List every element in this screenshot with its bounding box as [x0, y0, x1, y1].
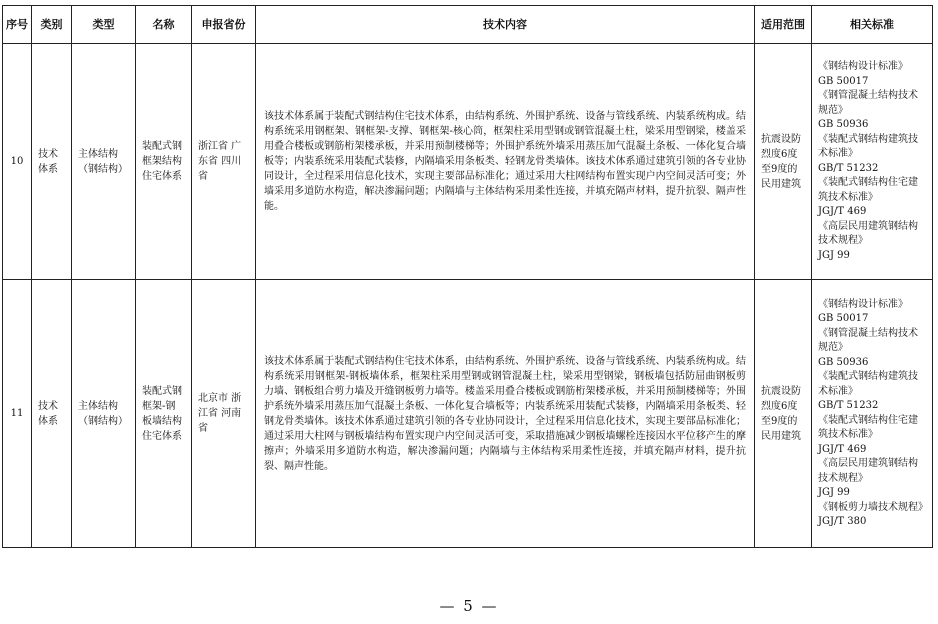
technology-table: [2, 5, 933, 548]
cell-scope: 抗震设防烈度6度至9度的民用建筑: [755, 44, 812, 280]
header-tech: 技术内容: [256, 6, 755, 44]
header-name: 名称: [136, 6, 192, 44]
cell-standards: [812, 44, 933, 280]
header-seq: 序号: [3, 6, 32, 44]
cell-name: 装配式钢框架结构住宅体系: [136, 44, 192, 280]
cell-tech: [256, 280, 755, 548]
table-row: [3, 44, 933, 280]
standards-text: 《钢结构设计标准》 GB 50017 《钢管混凝土结构技术规范》 GB 50936 《装配式钢结构建筑技术标准》 GB/T 51232 《装配式钢结构住宅建筑技术标准》 JGJ/T 469 《高层民用建筑钢结构技术规程》 JGJ 99: [818, 61, 918, 261]
table-row: [3, 280, 933, 548]
header-type: 类型: [72, 6, 136, 44]
cell-province: 北京市 浙江省 河南省: [192, 280, 256, 548]
header-category: 类别: [32, 6, 72, 44]
table-header-row: [3, 6, 933, 44]
tech-text: 该技术体系属于装配式钢结构住宅技术体系，由结构系统、外围护系统、设备与管线系统、内装系统构成。结构系统采用钢框架、钢框架-支撑、钢框架-核心筒，框架柱采用型钢或钢管混凝土柱，梁采用型钢梁，楼盖采用叠合楼板或钢筋桁架楼承板，并采用预制楼梯等；外围护系统外墙采用蒸压加气混凝土条板、一体化复合墙板等；内装系统采用装配式装修，内隔墙采用条板类、轻钢龙骨类墙体。该技术体系通过建筑引领的各专业协同设计，全过程采用信息化技术，实现主要部品标准化；通过采用大柱网结构布置实现户内空间灵活可变；外墙采用多道防水构造，解决渗漏问题；内隔墙与主体结构采用柔性连接，并填充隔声材料，提升抗裂、隔声性能。: [264, 111, 746, 212]
cell-name: 装配式钢框架-钢板墙结构住宅体系: [136, 280, 192, 548]
cell-tech: [256, 44, 755, 280]
header-scope: 适用范围: [755, 6, 812, 44]
cell-scope: 抗震设防烈度6度至9度的民用建筑: [755, 280, 812, 548]
tech-text: 该技术体系属于装配式钢结构住宅技术体系，由结构系统、外围护系统、设备与管线系统、内装系统构成。结构系统采用钢框架-钢板墙体系，框架柱采用型钢或钢管混凝土柱，梁采用型钢梁，钢板墙包括防屈曲钢板剪力墙、钢板组合剪力墙及开缝钢板剪力墙等。楼盖采用叠合楼板或钢筋桁架楼承板，并采用预制楼梯等；外围护系统外墙采用蒸压加气混凝土条板、一体化复合墙板等；内装系统采用装配式装修，内隔墙采用条板类、轻钢龙骨类墙体。该技术体系通过建筑引领的各专业协同设计，全过程采用信息化技术，实现主要部品标准化；通过采用大柱网与钢板墙结构布置实现户内空间灵活可变，采取措施减少钢板墙螺栓连接因水平位移产生的摩擦声；外墙采用多道防水构造，解决渗漏问题；内隔墙与主体结构采用柔性连接，并填充隔声材料，提升抗裂、隔声性能。: [264, 355, 746, 472]
standards-text: 《钢结构设计标准》 GB 50017 《钢管混凝土结构技术规范》 GB 50936 《装配式钢结构建筑技术标准》 GB/T 51232 《装配式钢结构住宅建筑技术标准》 JGJ/T 469 《高层民用建筑钢结构技术规程》 JGJ 99 《钢板剪力墙技术规程》JGJ/T 380: [818, 298, 923, 527]
page-number: — 5 —: [439, 597, 499, 615]
cell-seq: 10: [3, 44, 32, 280]
cell-type: 主体结构（钢结构）: [72, 44, 136, 280]
cell-type: 主体结构（钢结构）: [72, 280, 136, 548]
cell-standards: [812, 280, 933, 548]
header-province: 申报省份: [192, 6, 256, 44]
cell-seq: 11: [3, 280, 32, 548]
cell-category: 技术体系: [32, 280, 72, 548]
cell-category: 技术体系: [32, 44, 72, 280]
cell-province: 浙江省 广东省 四川省: [192, 44, 256, 280]
header-standards: 相关标准: [812, 6, 933, 44]
